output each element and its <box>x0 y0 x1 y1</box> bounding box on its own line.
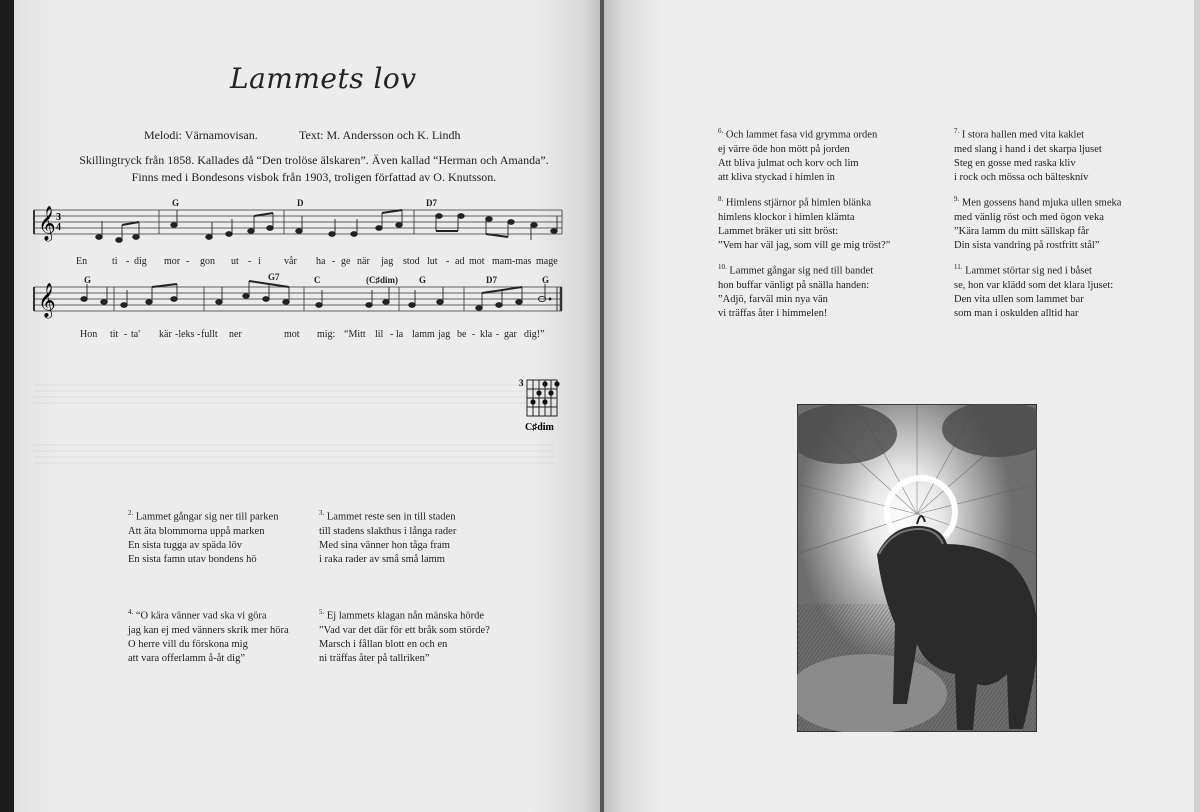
svg-text:i: i <box>258 256 261 267</box>
staff2-chord: G7 <box>268 272 280 282</box>
svg-text:ad: ad <box>455 256 465 267</box>
staff2-chord: G <box>542 275 550 285</box>
svg-text:vår: vår <box>284 256 297 267</box>
svg-text:dig: dig <box>134 256 147 267</box>
staff2-chord: C <box>314 275 321 285</box>
svg-text:-: - <box>126 256 130 267</box>
staff2-chord: D7 <box>486 275 497 285</box>
svg-text:-: - <box>496 329 500 340</box>
verse-2: $^{2.}$ Lammet gångar sig ner till parken Att äta blommorna uppå marken En sista tugga av späda löv En sista famn utav bondens hö <box>128 509 279 565</box>
svg-text:gon: gon <box>200 256 215 267</box>
svg-text:“Mitt: “Mitt <box>344 329 366 340</box>
svg-text:fullt: fullt <box>201 329 218 340</box>
svg-text:-leks: -leks <box>175 329 195 340</box>
svg-text:Hon: Hon <box>80 329 98 340</box>
book-edge-right <box>1194 0 1200 812</box>
svg-text:-: - <box>332 256 336 267</box>
staff2-lyrics <box>80 329 545 340</box>
chord-diagram-name: C♯dim <box>525 422 554 432</box>
ghost-staves <box>34 380 554 470</box>
sheet-music <box>14 195 602 355</box>
verse-11: $^{11.}$ Lammet störtar sig ned i båset se, hon var klädd som det klara ljuset: Den vita ullen som lammet bar som man i oskulden alltid har <box>954 263 1114 319</box>
svg-text:dig!”: dig!” <box>524 329 545 340</box>
svg-text:𝄞: 𝄞 <box>38 284 56 317</box>
svg-text:ge: ge <box>341 256 351 267</box>
svg-text:-: - <box>446 256 450 267</box>
left-page <box>14 0 602 812</box>
verse-6: $^{6.}$ Och lammet fasa vid grymma orden ej värre öde hon mött på jorden Att bliva julmat och korv och lim att kliva styckad i himlen in <box>718 127 878 183</box>
text-credit: Text: M. Andersson och K. Lindh <box>299 128 461 142</box>
svg-text:stod: stod <box>403 256 420 267</box>
verse-7: $^{7.}$ I stora hallen med vita kaklet med slang i hand i det skarpa ljuset Steg en gosse med raska kliv i rock och mössa och bältesknív <box>954 127 1102 183</box>
verse-10: $^{10.}$ Lammet gångar sig ned till bandet hon buffar vänligt på snälla handen: ”Adjö, farväl min nya vän vi träffas åter i himmelen! <box>718 263 874 319</box>
book-edge-left <box>0 0 14 812</box>
chord-diagram-fret: 3 <box>519 378 524 388</box>
staff1-chord: D <box>297 198 304 208</box>
svg-text:tit: tit <box>110 329 119 340</box>
svg-text:ta': ta' <box>131 329 141 340</box>
svg-text:be: be <box>457 329 467 340</box>
staff1-lyrics <box>76 256 558 267</box>
svg-text:mam-mas: mam-mas <box>492 256 532 267</box>
svg-text:-: - <box>472 329 476 340</box>
svg-text:-: - <box>124 329 128 340</box>
svg-text:kla: kla <box>480 329 493 340</box>
right-page <box>604 0 1194 812</box>
staff-2 <box>34 272 562 340</box>
svg-text:ut: ut <box>231 256 239 267</box>
staff1-chord: D7 <box>426 198 437 208</box>
svg-text:-: - <box>248 256 252 267</box>
svg-text:ti: ti <box>112 256 118 267</box>
melody-credit: Melodi: Värnamovisan. <box>144 128 258 142</box>
staff2-chord: G <box>419 275 427 285</box>
staff-1 <box>34 198 562 267</box>
intro-line-1: Skillingtryck från 1858. Kallades då “Den trolöse älskaren”. Även kallad “Herman och Amanda”. <box>79 153 549 167</box>
svg-text:-: - <box>186 256 190 267</box>
verse-4: $^{4.}$ “O kära vänner vad ska vi göra jag kan ej med vänners skrik mer höra O herre vill du förskona mig att vara offerlamm å-åt dig” <box>128 608 289 664</box>
svg-text:kär: kär <box>159 329 172 340</box>
svg-text:mig:: mig: <box>317 329 336 340</box>
svg-text:4: 4 <box>56 222 61 233</box>
treble-clef: 𝄞 <box>38 207 56 240</box>
svg-text:ha: ha <box>316 256 326 267</box>
intro-line-2: Finns med i Bondesons visbok från 1903, troligen författad av O. Knutsson. <box>131 170 497 184</box>
svg-text:gar: gar <box>504 329 517 340</box>
chord-diagram <box>519 376 569 432</box>
svg-text:lil: lil <box>375 329 384 340</box>
staff1-chord: G <box>172 198 180 208</box>
svg-text:mot: mot <box>284 329 300 340</box>
lamb-illustration <box>797 404 1037 732</box>
svg-text:la: la <box>396 329 404 340</box>
svg-text:mor: mor <box>164 256 181 267</box>
svg-text:ner: ner <box>229 329 242 340</box>
svg-text:jag: jag <box>438 329 451 340</box>
svg-text:lamm: lamm <box>412 329 435 340</box>
svg-text:-: - <box>197 329 201 340</box>
svg-text:En: En <box>76 256 88 267</box>
staff2-chord: (C♯dim) <box>366 275 398 285</box>
svg-text:mage: mage <box>536 256 558 267</box>
svg-text:när: när <box>357 256 370 267</box>
intro-text <box>54 152 574 186</box>
svg-text:lut: lut <box>427 256 438 267</box>
svg-text:3: 3 <box>56 212 61 223</box>
verse-5: $^{5.}$ Ej lammets klagan nån mänska hörde ”Vad var det där för ett bråk som störde? Marsch i fållan blott en och en ni träffas åter på tallriken” <box>319 608 490 664</box>
song-title: Lammets lov <box>230 62 417 95</box>
svg-text:jag: jag <box>381 256 394 267</box>
verse-3: $^{3.}$ Lammet reste sen in till staden till stadens slakthus i långa rader Med sina vänner hon tåga fram i raka rader av små små lamm <box>319 509 457 565</box>
verse-9: $^{9.}$ Men gossens hand mjuka ullen smeka med vänlig röst och med ögon veka ”Kära lamm du mitt sällskap får Din sista vandring på rostfritt stål” <box>954 195 1122 251</box>
staff2-chord: G <box>84 275 92 285</box>
svg-text:mot: mot <box>469 256 485 267</box>
verse-8: $^{8.}$ Himlens stjärnor på himlen blänka himlens klockor i himlen klämta Lammet bräker uti sitt bröst: ”Vem har väl jag, som vill ge mig tröst?” <box>718 195 891 251</box>
svg-text:-: - <box>390 329 394 340</box>
